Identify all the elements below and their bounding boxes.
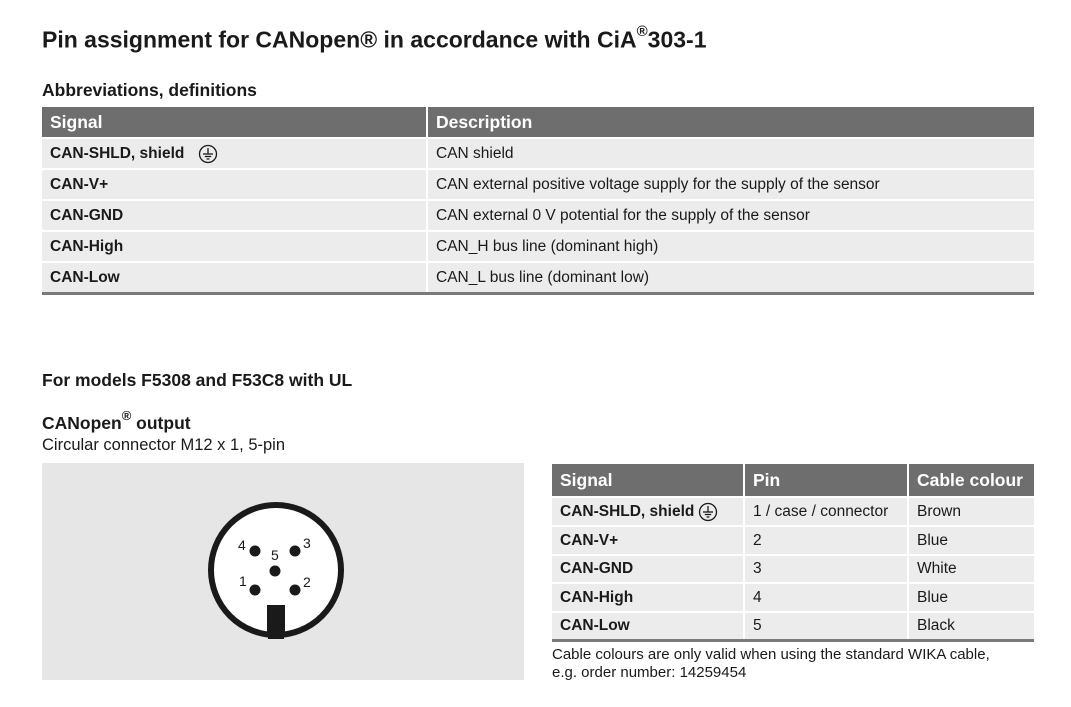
- connector-key: [267, 605, 285, 637]
- pin-label-3: 3: [303, 535, 311, 551]
- output-heading: CANopen® output: [42, 408, 191, 433]
- signal-cell: CAN-GND: [552, 556, 743, 582]
- description-cell: CAN_H bus line (dominant high): [428, 232, 1034, 261]
- pin-1-dot: [250, 585, 261, 596]
- signal-cell: CAN-SHLD, shield: [552, 498, 743, 525]
- table-row: [552, 584, 1034, 611]
- signal-cell: CAN-Low: [552, 613, 743, 639]
- table-row: [42, 232, 1034, 261]
- pin-cell: 5: [745, 613, 907, 639]
- signal-cell: CAN-GND: [42, 201, 426, 230]
- table-row: [42, 139, 1034, 168]
- signal-cell: CAN-V+: [552, 527, 743, 554]
- signal-cell: CAN-SHLD, shield: [42, 139, 426, 168]
- column-header-signal: Signal: [552, 464, 743, 496]
- m12-connector-diagram: [42, 463, 524, 680]
- pin-cell: 3: [745, 556, 907, 582]
- pin-2-dot: [290, 585, 301, 596]
- pin-label-1: 1: [239, 573, 247, 589]
- column-header-description: Description: [428, 107, 1034, 137]
- ground-icon: [698, 502, 718, 522]
- table-row: [552, 498, 1034, 525]
- column-header-pin: Pin: [745, 464, 907, 496]
- table-row: [552, 613, 1034, 639]
- pin-label-4: 4: [238, 537, 246, 553]
- column-header-cable-colour: Cable colour: [909, 464, 1034, 496]
- signal-cell: CAN-Low: [42, 263, 426, 292]
- description-cell: CAN shield: [428, 139, 1034, 168]
- connector-diagram-panel: [42, 463, 524, 680]
- page-title: Pin assignment for CANopen® in accordance with CiA®303-1: [42, 23, 707, 53]
- table-row: [552, 527, 1034, 554]
- abbreviations-heading: Abbreviations, definitions: [42, 80, 257, 100]
- models-heading: For models F5308 and F53C8 with UL: [42, 370, 353, 390]
- pin-label-2: 2: [303, 574, 311, 590]
- table-row: [42, 201, 1034, 230]
- description-cell: CAN external positive voltage supply for the supply of the sensor: [428, 170, 1034, 199]
- cable-colour-cell: Brown: [909, 498, 1034, 525]
- table-row: [42, 170, 1034, 199]
- table-header-row: [42, 107, 1034, 137]
- ground-icon: [198, 144, 218, 164]
- table-row: [42, 263, 1034, 292]
- table-bottom-rule: [42, 292, 1034, 295]
- description-cell: CAN external 0 V potential for the supply of the sensor: [428, 201, 1034, 230]
- connector-description: Circular connector M12 x 1, 5-pin: [42, 436, 286, 454]
- cable-colour-cell: Blue: [909, 527, 1034, 554]
- pin-4-dot: [250, 546, 261, 557]
- signal-cell: CAN-High: [42, 232, 426, 261]
- cable-colour-cell: Black: [909, 613, 1034, 639]
- pin-cell: 2: [745, 527, 907, 554]
- column-header-signal: Signal: [42, 107, 426, 137]
- abbreviations-table: [42, 107, 1034, 297]
- pin-3-dot: [290, 546, 301, 557]
- pin-cell: 4: [745, 584, 907, 611]
- table-row: [552, 556, 1034, 582]
- pin-5-dot: [270, 566, 281, 577]
- signal-cell: CAN-V+: [42, 170, 426, 199]
- signal-cell: CAN-High: [552, 584, 743, 611]
- description-cell: CAN_L bus line (dominant low): [428, 263, 1034, 292]
- cable-colour-note: Cable colours are only valid when using the standard WIKA cable, e.g. order number: 14259454: [552, 646, 990, 681]
- cable-colour-cell: White: [909, 556, 1034, 582]
- pin-cell: 1 / case / connector: [745, 498, 907, 525]
- table-bottom-rule: [552, 639, 1034, 642]
- table-header-row: [552, 464, 1034, 496]
- cable-colour-cell: Blue: [909, 584, 1034, 611]
- pin-label-5: 5: [271, 547, 279, 563]
- pin-table: [552, 464, 1034, 642]
